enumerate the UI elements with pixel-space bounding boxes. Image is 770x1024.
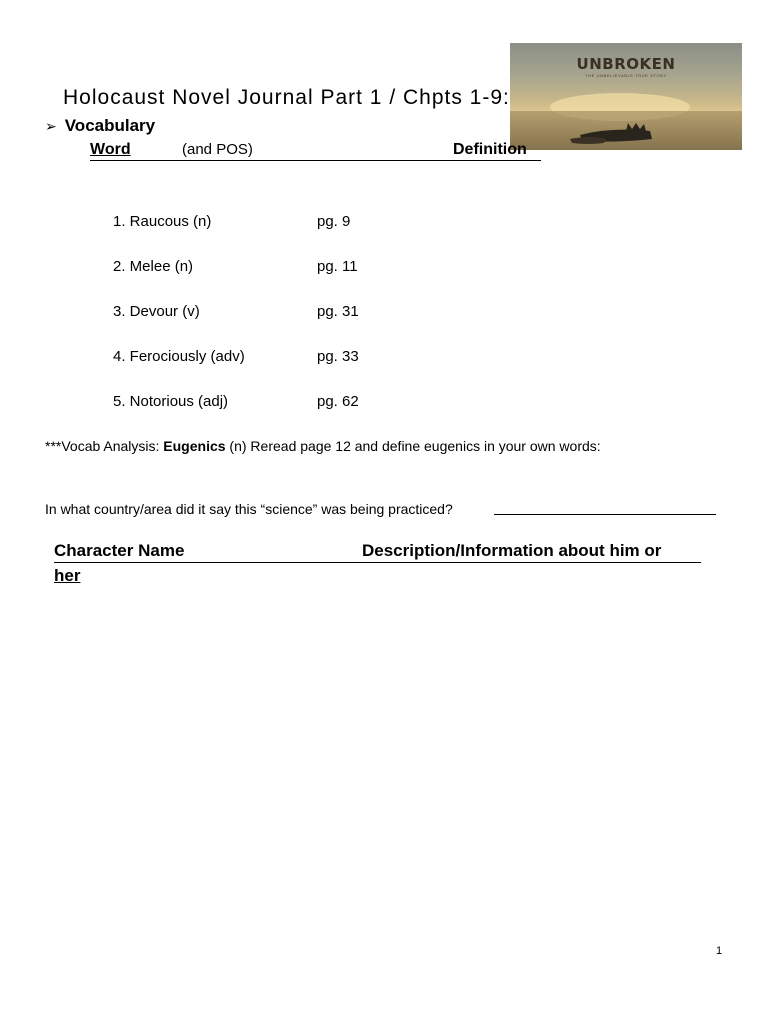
pos-column-header: (and POS) [182,141,253,158]
character-table-header [54,541,701,587]
country-question: In what country/area did it say this “science” was being practiced? [45,501,453,517]
page-title: Holocaust Novel Journal Part 1 / Chpts 1-9: [63,86,510,109]
vocab-word: 5. Notorious (adj) [113,393,229,410]
vocab-page-ref: pg. 31 [317,303,359,320]
country-answer-line[interactable] [494,514,716,515]
poster-title: UNBROKEN [576,55,676,73]
vocabulary-heading-label: Vocabulary [64,116,156,135]
analysis-term: Eugenics [163,438,226,454]
vocab-table-header [90,140,541,161]
character-header-underline [54,562,701,563]
analysis-prefix: ***Vocab Analysis: [45,438,164,454]
vocab-word: 2. Melee (n) [113,258,194,275]
poster-tagline: THE UNBELIEVABLE TRUE STORY [585,73,667,78]
character-name-header: Character Name [54,541,185,560]
vocab-page-ref: pg. 33 [317,348,359,365]
arrow-bullet-icon: ➢ [45,119,57,135]
unbroken-poster-image [510,43,742,150]
page-number: 1 [716,945,723,957]
definition-column-header: Definition [453,141,527,158]
vocab-page-ref: pg. 11 [317,258,358,275]
vocab-page-ref: pg. 9 [317,213,351,230]
character-description-header-cont: her [54,566,81,585]
vocab-word: 4. Ferociously (adv) [113,348,245,365]
vocab-page-ref: pg. 62 [317,393,359,410]
analysis-suffix: (n) Reread page 12 and define eugenics in your own words: [225,438,601,454]
vocab-analysis-prompt [45,438,601,454]
character-description-header: Description/Information about him or [362,541,662,560]
word-column-header: Word [90,141,131,158]
vocab-word: 3. Devour (v) [113,303,200,320]
vocabulary-heading [45,116,155,136]
vocab-word: 1. Raucous (n) [113,213,212,230]
